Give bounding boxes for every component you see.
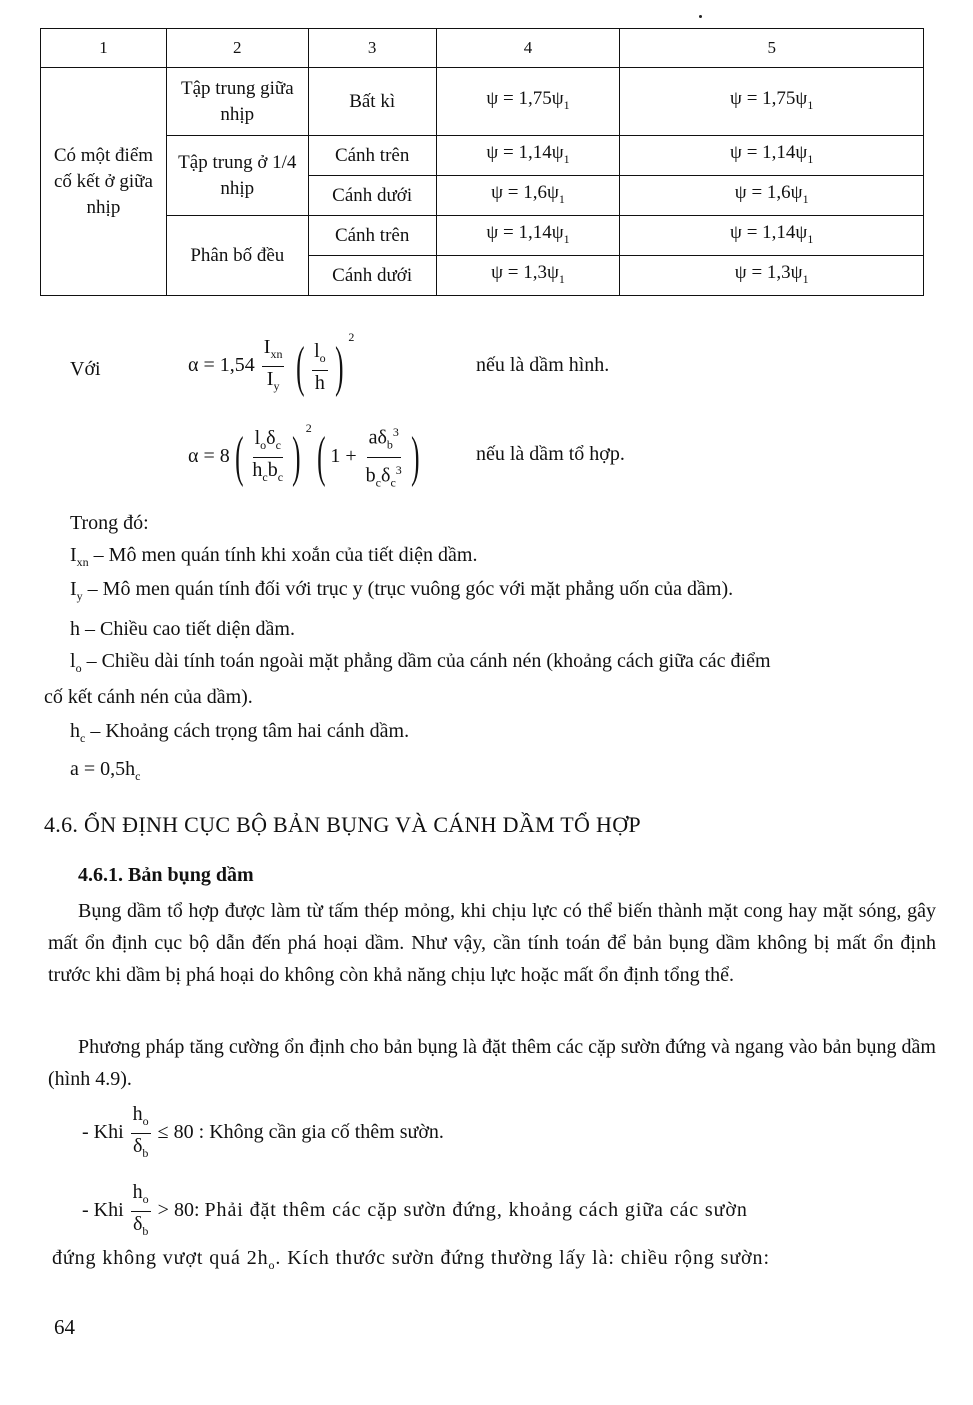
table-row xyxy=(41,68,924,136)
psi-coefficient-table xyxy=(40,28,924,296)
psi-value-cell: $\psi = 1,75\psi_1$ xyxy=(436,68,620,136)
definition-hc: $h_c$ – Khoảng cách trọng tâm hai cánh dầm. xyxy=(70,720,410,745)
paragraph-web-buckling: Bụng dầm tổ hợp được làm từ tấm thép mỏng, khi chịu lực có thể biến thành mặt cong hay mặt sóng, gây mất ổn định cục bộ dẫn đến phá hoại dầm. Như vậy, cần tính toán để bản bụng dầm không bị mất ổn định trước khi dầm bị phá hoại do không còn khả năng chịu lực hoặc mất ổn định tổng thể. xyxy=(48,900,936,986)
definition-lo: $l_o$ – Chiều dài tính toán ngoài mặt phẳng dầm của cánh nén (khoảng cách giữa các điểm xyxy=(70,650,771,675)
alpha-rolled-note: nếu là dầm hình. xyxy=(476,354,610,376)
column-header: 1 xyxy=(41,29,167,68)
definition-a: $a = 0,5h_c$ xyxy=(70,758,141,783)
case-add-stiffener: - Khi $\frac{h_o}{\delta_b}$ > 80: Phải đặt thêm các cặp sườn đứng, khoảng cách giữa các sườn xyxy=(82,1181,748,1238)
position-cell: Cánh trên xyxy=(308,216,436,256)
psi-value-cell: $\psi = 1,14\psi_1$ xyxy=(436,216,620,256)
case-no-stiffener: - Khi $\frac{h_o}{\delta_b}$ ≤ 80 : Không cần gia cố thêm sườn. xyxy=(82,1103,444,1160)
table-row xyxy=(41,216,924,256)
psi-value-cell: $\psi = 1,75\psi_1$ xyxy=(620,68,924,136)
group-label-cell: Có một điểm cố kết ở giữa nhịp xyxy=(41,68,167,296)
table-header-row xyxy=(41,29,924,68)
table-row xyxy=(41,136,924,176)
page-number: 64 xyxy=(54,1315,75,1339)
subsection-heading: 4.6.1. Bản bụng dầm xyxy=(78,864,254,886)
psi-value-cell: $\psi = 1,6\psi_1$ xyxy=(436,176,620,216)
stiffener-spacing-line: đứng không vượt quá $2h_o$. Kích thước sườn đứng thường lấy là: chiều rộng sườn: xyxy=(52,1247,770,1272)
load-type-cell: Tập trung giữa nhịp xyxy=(166,68,308,136)
position-cell: Cánh dưới xyxy=(308,176,436,216)
psi-value-cell: $\psi = 1,6\psi_1$ xyxy=(620,176,924,216)
psi-value-cell: $\psi = 1,14\psi_1$ xyxy=(620,136,924,176)
paragraph-stiffeners: Phương pháp tăng cường ổn định cho bản bụng là đặt thêm các cặp sườn đứng và ngang vào bản bụng dầm (hình 4.9). xyxy=(48,1036,936,1090)
position-cell: Cánh trên xyxy=(308,136,436,176)
alpha-formula-rolled: α = 1,54 $\frac{I_{xn}}{I_y}$ ( $\frac{l_o}{h}$ ) $^2$ xyxy=(188,330,355,398)
definition-h: h – Chiều cao tiết diện dầm. xyxy=(70,618,295,640)
position-cell: Bất kì xyxy=(308,68,436,136)
column-header: 3 xyxy=(308,29,436,68)
column-header: 5 xyxy=(620,29,924,68)
load-type-cell: Tập trung ở 1/4 nhịp xyxy=(166,136,308,216)
section-heading: 4.6. ỔN ĐỊNH CỤC BỘ BẢN BỤNG VÀ CÁNH DẦM TỔ HỢP xyxy=(44,812,641,837)
definition-lo-continued: cố kết cánh nén của dầm). xyxy=(44,686,253,708)
psi-value-cell: $\psi = 1,14\psi_1$ xyxy=(620,216,924,256)
definition-ixn: $I_{xn}$ – Mô men quán tính khi xoắn của tiết diện dầm. xyxy=(70,544,478,569)
psi-value-cell: $\psi = 1,3\psi_1$ xyxy=(436,256,620,296)
psi-value-cell: $\psi = 1,14\psi_1$ xyxy=(436,136,620,176)
definitions-intro: Trong đó: xyxy=(70,512,149,534)
column-header: 4 xyxy=(436,29,620,68)
psi-value-cell: $\psi = 1,3\psi_1$ xyxy=(620,256,924,296)
position-cell: Cánh dưới xyxy=(308,256,436,296)
load-type-cell: Phân bố đều xyxy=(166,216,308,296)
alpha-built-up-note: nếu là dầm tổ hợp. xyxy=(476,443,625,465)
alpha-formula-built-up: α = 8( $\frac{l_o\delta_c}{h_cb_c}$ ) $^2$( 1 + $\frac{a\delta_b^3}{b_c\delta_c^3}$ ) xyxy=(188,421,420,490)
definition-iy: $I_y$ – Mô men quán tính đối với trục y (trục vuông góc với mặt phẳng uốn của dầm). xyxy=(70,578,734,603)
column-header: 2 xyxy=(166,29,308,68)
with-label: Với xyxy=(70,358,101,380)
scan-speck xyxy=(699,15,702,18)
